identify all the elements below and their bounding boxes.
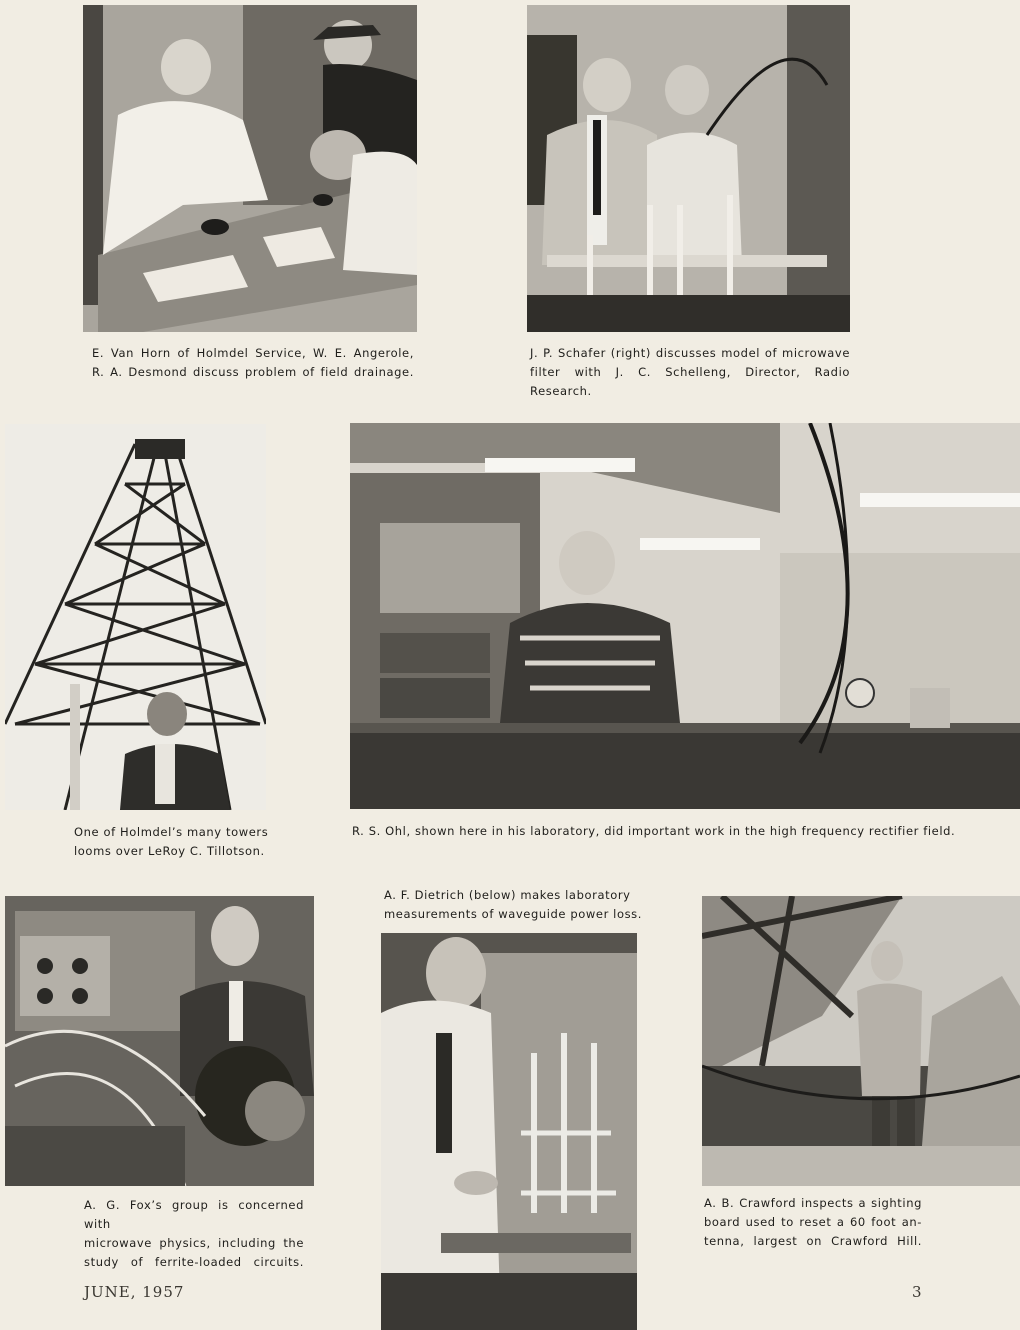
- caption-crawford: [704, 1194, 922, 1251]
- caption-line: R. S. Ohl, shown here in his laboratory, did important work in the high frequency rectifier field.: [352, 824, 956, 838]
- caption-tower: [74, 823, 274, 861]
- photo-schafer-schelleng: [527, 5, 850, 332]
- caption-line: R. A. Desmond discuss problem of field drainage.: [92, 365, 414, 379]
- photo-vanhorn-meeting: [83, 5, 417, 332]
- caption-line: filter with J. C. Schelleng, Director, Radio Research.: [530, 365, 850, 398]
- caption-line: E. Van Horn of Holmdel Service, W. E. Angerole,: [92, 346, 414, 360]
- photo-ohl-laboratory: [350, 423, 1020, 809]
- photo-crawford-antenna: [702, 896, 1020, 1186]
- caption-line: board used to reset a 60 foot an-: [704, 1215, 922, 1229]
- caption-schafer: [530, 344, 850, 401]
- caption-vanhorn: [92, 344, 414, 382]
- caption-line: tenna, largest on Crawford Hill.: [704, 1234, 922, 1248]
- caption-fox: [84, 1196, 304, 1272]
- caption-line: A. B. Crawford inspects a sighting: [704, 1196, 922, 1210]
- photo-tower-tillotson: [5, 424, 266, 810]
- caption-line: One of Holmdel’s many towers: [74, 825, 269, 839]
- caption-line: microwave physics, including the: [84, 1236, 304, 1250]
- caption-line: study of ferrite-loaded circuits.: [84, 1255, 304, 1269]
- caption-line: J. P. Schafer (right) discusses model of microwave: [530, 346, 850, 360]
- caption-line: A. G. Fox’s group is concerned with: [84, 1198, 304, 1231]
- photo-fox-lab: [5, 896, 314, 1186]
- photo-dietrich-lab: [381, 933, 637, 1330]
- caption-line: looms over LeRoy C. Tillotson.: [74, 844, 265, 858]
- caption-ohl: [352, 822, 1018, 841]
- caption-line: A. F. Dietrich (below) makes laboratory: [384, 888, 631, 902]
- page-number: 3: [912, 1283, 923, 1301]
- caption-dietrich: [384, 886, 644, 924]
- caption-line: measurements of waveguide power loss.: [384, 907, 643, 921]
- footer-date: JUNE, 1957: [84, 1283, 185, 1301]
